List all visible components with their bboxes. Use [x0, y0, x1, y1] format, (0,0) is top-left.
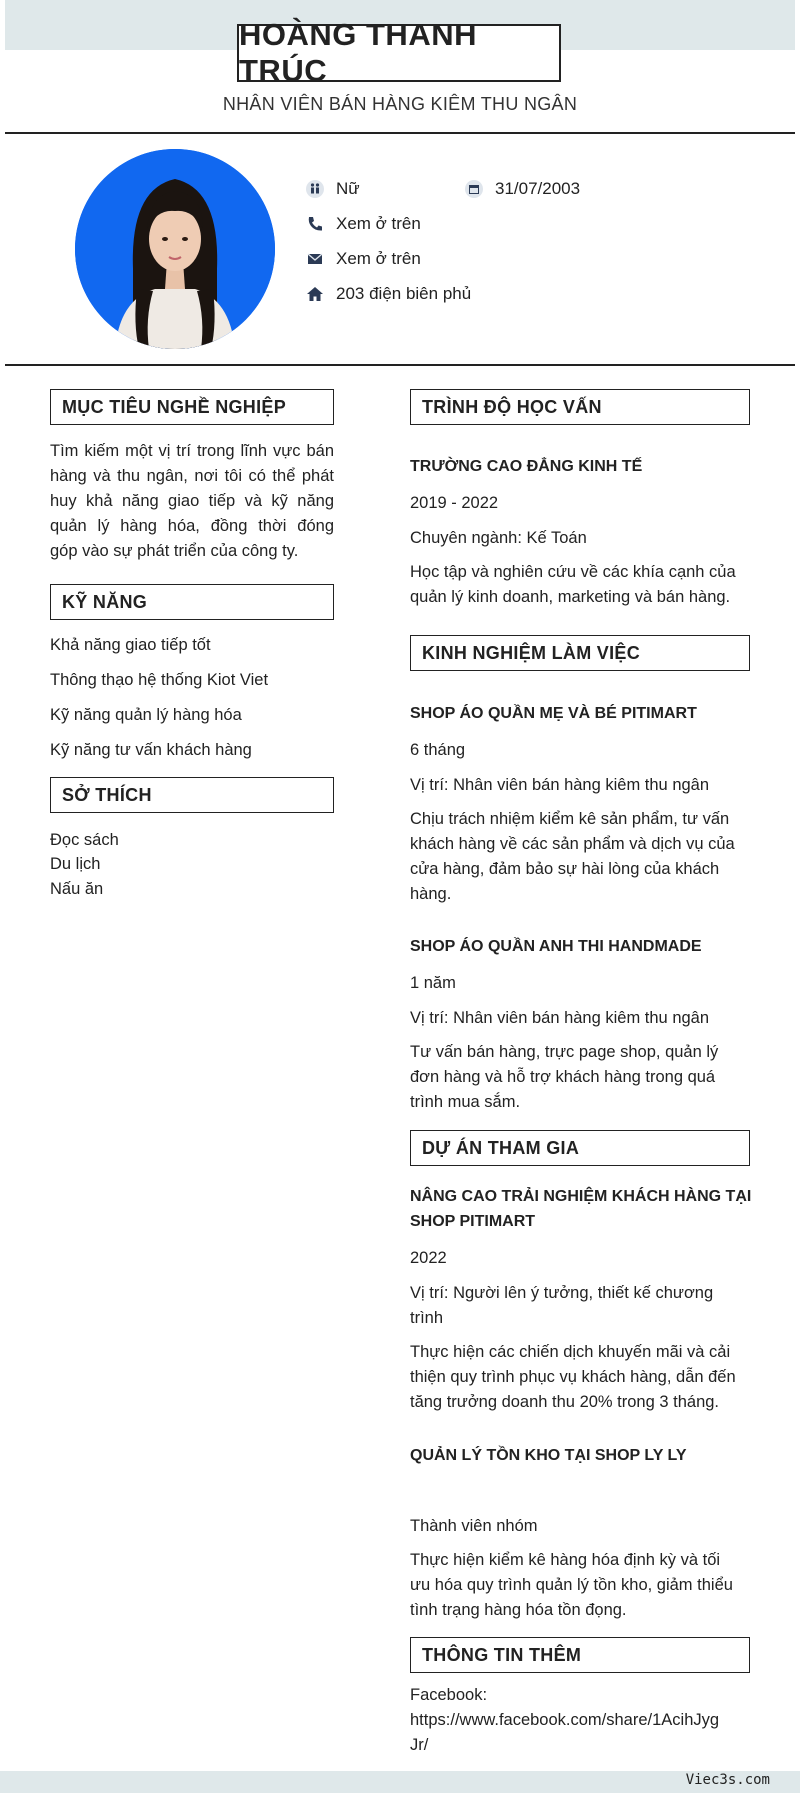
- job-position: Vị trí: Nhân viên bán hàng kiêm thu ngân: [410, 1009, 710, 1027]
- job-title: NHÂN VIÊN BÁN HÀNG KIÊM THU NGÂN: [222, 94, 578, 114]
- birthdate-row: [465, 179, 580, 199]
- objective-line: quản lý hàng hóa, đồng thời đóng: [50, 517, 334, 535]
- objective-line: huy khả năng giao tiếp và kỹ năng: [50, 492, 334, 510]
- avatar: [75, 149, 275, 349]
- footer-brand: Viec3s.com: [685, 1772, 770, 1788]
- phone-value: Xem ở trên: [336, 214, 421, 233]
- objective-line: góp vào sự phát triển của công ty.: [50, 542, 299, 560]
- section-experience-title: KINH NGHIỆM LÀM VIỆC: [410, 635, 750, 671]
- envelope-icon: [306, 250, 324, 268]
- job-desc-line: khách hàng về các sản phẩm và dịch vụ của: [410, 835, 735, 853]
- email-row: [306, 249, 421, 269]
- gender-value: Nữ: [336, 179, 360, 198]
- project-role: Thành viên nhóm: [410, 1517, 538, 1535]
- job-desc-line: trình mua sắm.: [410, 1093, 521, 1111]
- home-icon: [306, 285, 324, 303]
- address-row: [306, 284, 471, 304]
- section-education-title: TRÌNH ĐỘ HỌC VẤN: [410, 389, 750, 425]
- job-description: [410, 1040, 718, 1115]
- project-description: [410, 1548, 733, 1623]
- footer-band: [0, 1771, 800, 1793]
- education-major: Chuyên ngành: Kế Toán: [410, 529, 587, 547]
- gender-row: [306, 179, 360, 199]
- calendar-icon: [465, 180, 483, 198]
- project-name-line: NÂNG CAO TRẢI NGHIỆM KHÁCH HÀNG TẠI: [410, 1188, 752, 1205]
- project-desc-line: Thực hiện kiểm kê hàng hóa định kỳ và tối: [410, 1551, 721, 1569]
- project-role-line: trình: [410, 1309, 444, 1327]
- section-skills-title: KỸ NĂNG: [50, 584, 334, 620]
- job-duration: 6 tháng: [410, 741, 466, 759]
- project-description: [410, 1340, 736, 1415]
- project-year: 2022: [410, 1249, 447, 1267]
- objective-text: [50, 439, 334, 564]
- objective-line: Tìm kiếm một vị trí trong lĩnh vực bán: [50, 442, 334, 460]
- project-desc-line: ưu hóa quy trình quản lý tồn kho, giảm thiểu: [410, 1576, 733, 1594]
- facebook-link-end[interactable]: Jr/: [410, 1736, 429, 1754]
- address-value: 203 điện biên phủ: [336, 284, 472, 303]
- project-desc-line: tình trạng hàng hóa tồn đọng.: [410, 1601, 627, 1619]
- divider-middle: [5, 364, 795, 366]
- gender-icon: [306, 180, 324, 198]
- project-name-line: SHOP PITIMART: [410, 1213, 536, 1230]
- phone-row: [306, 214, 421, 234]
- portrait-photo: [75, 149, 275, 349]
- project-name: [410, 1184, 751, 1234]
- project-role-line: Vị trí: Người lên ý tưởng, thiết kế chương: [410, 1284, 714, 1302]
- education-desc: [410, 560, 736, 610]
- job-desc-line: hàng.: [410, 885, 452, 903]
- section-hobbies-title: SỞ THÍCH: [50, 777, 334, 813]
- skill-item: Kỹ năng quản lý hàng hóa: [50, 706, 242, 724]
- project-desc-line: thiện quy trình phục vụ khách hàng, dẫn đến: [410, 1368, 736, 1386]
- job-company: SHOP ÁO QUẦN ANH THI HANDMADE: [410, 938, 702, 955]
- birthdate-value: 31/07/2003: [495, 179, 581, 198]
- skill-item: Thông thạo hệ thống Kiot Viet: [50, 671, 269, 689]
- candidate-name: HOÀNG THANH TRÚC: [237, 24, 561, 82]
- project-desc-line: tăng trưởng doanh thu 20% trong 3 tháng.: [410, 1393, 720, 1411]
- skill-item: Khả năng giao tiếp tốt: [50, 636, 211, 654]
- school-name: TRƯỜNG CAO ĐẲNG KINH TẾ: [410, 458, 643, 475]
- job-desc-line: đơn hàng và hỗ trợ khách hàng trong quá: [410, 1068, 716, 1086]
- job-duration: 1 năm: [410, 974, 456, 992]
- project-desc-line: Thực hiện các chiến dịch khuyến mãi và cải: [410, 1343, 731, 1361]
- job-desc-line: Tư vấn bán hàng, trực page shop, quản lý: [410, 1043, 719, 1061]
- hobby-item: Du lịch: [50, 855, 101, 873]
- divider-top: [5, 132, 795, 134]
- facebook-label: Facebook:: [410, 1686, 488, 1704]
- email-value: Xem ở trên: [336, 249, 421, 268]
- job-company: SHOP ÁO QUẦN MẸ VÀ BÉ PITIMART: [410, 705, 697, 722]
- hobby-item: Nấu ăn: [50, 880, 104, 898]
- project-name: QUẢN LÝ TỒN KHO TẠI SHOP LY LY: [410, 1447, 687, 1464]
- education-desc-line: quản lý kinh doanh, marketing và bán hàng.: [410, 588, 731, 606]
- job-position: Vị trí: Nhân viên bán hàng kiêm thu ngân: [410, 776, 710, 794]
- job-desc-line: Chịu trách nhiệm kiểm kê sản phẩm, tư vấn: [410, 810, 730, 828]
- section-extra-title: THÔNG TIN THÊM: [410, 1637, 750, 1673]
- hobby-item: Đọc sách: [50, 831, 119, 849]
- skill-item: Kỹ năng tư vấn khách hàng: [50, 741, 252, 759]
- education-desc-line: Học tập và nghiên cứu về các khía cạnh của: [410, 563, 736, 581]
- facebook-link[interactable]: https://www.facebook.com/share/1AcihJyg: [410, 1711, 720, 1729]
- section-projects-title: DỰ ÁN THAM GIA: [410, 1130, 750, 1166]
- job-desc-line: cửa hàng, đảm bảo sự hài lòng của khách: [410, 860, 720, 878]
- education-period: 2019 - 2022: [410, 494, 499, 512]
- phone-icon: [306, 215, 324, 233]
- extra-info: [410, 1683, 719, 1758]
- objective-line: hàng và thu ngân, nơi tôi có thể phát: [50, 467, 334, 485]
- project-role: [410, 1281, 713, 1331]
- section-objective-title: MỤC TIÊU NGHỀ NGHIỆP: [50, 389, 334, 425]
- job-description: [410, 807, 735, 907]
